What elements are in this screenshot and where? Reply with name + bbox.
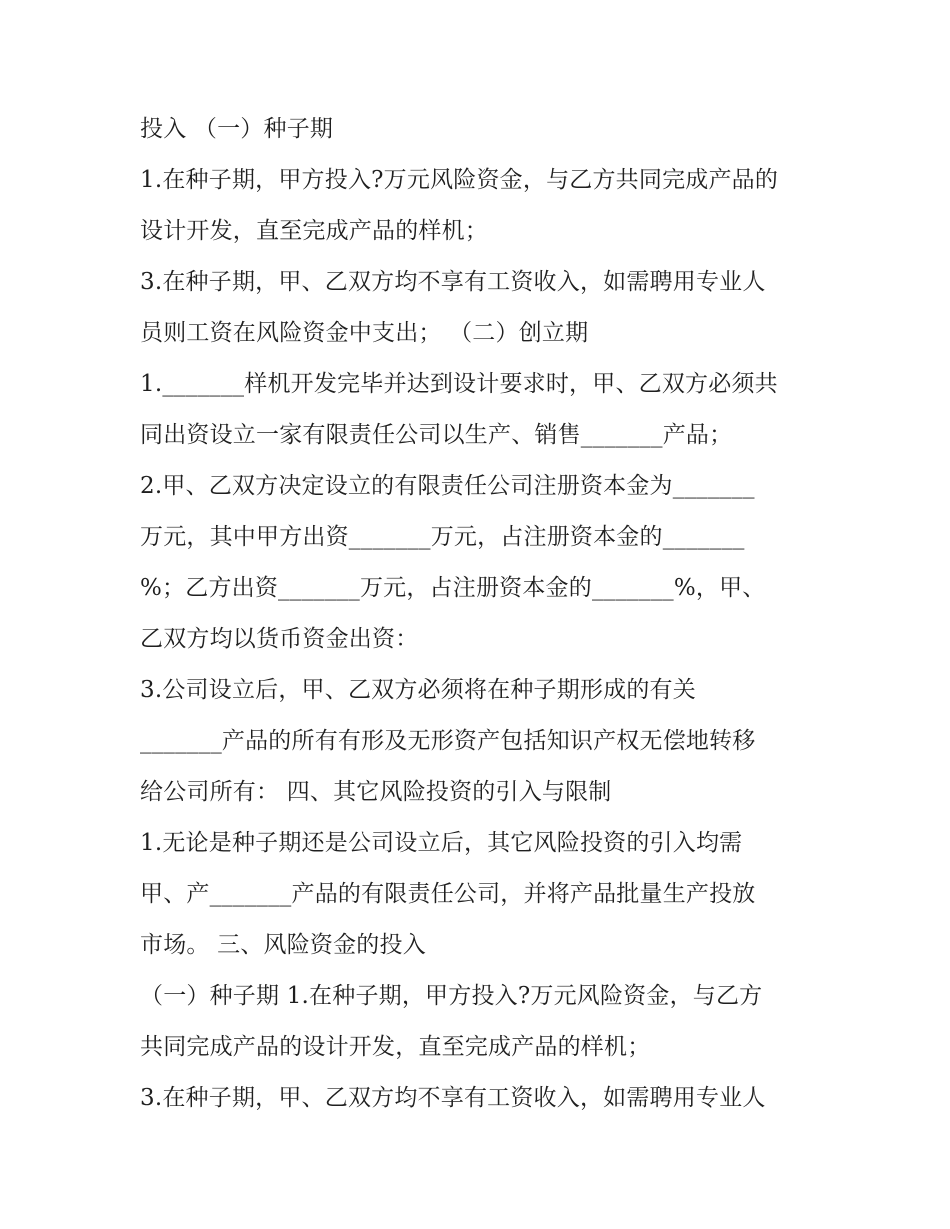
text-line: 给公司所有： 四、其它风险投资的引入与限制 [140,779,612,805]
text-line: 3.在种子期，甲、乙双方均不享有工资收入，如需聘用专业人 [140,1085,766,1111]
text-line: 1._______样机开发完毕并达到设计要求时，甲、乙双方必须共 [140,371,778,397]
text-line: 设计开发，直至完成产品的样机； [140,218,488,244]
text-line: 1.在种子期，甲方投入?万元风险资金，与乙方共同完成产品的 [140,167,779,193]
text-line: 同出资设立一家有限责任公司以生产、销售_______产品； [140,422,733,448]
text-line: %；乙方出资_______万元，占注册资本金的_______%，甲、 [140,575,766,601]
text-line: 万元，其中甲方出资_______万元，占注册资本金的_______ [140,524,745,550]
text-line: 员则工资在风险资金中支出； （二）创立期 [140,320,589,346]
text-line: 2.甲、乙双方决定设立的有限责任公司注册资本金为_______ [140,473,755,499]
text-line: 甲、产_______产品的有限责任公司，并将产品批量生产投放 [140,881,756,907]
text-line: （一）种子期 1.在种子期，甲方投入?万元风险资金，与乙方 [140,983,763,1009]
text-line: 投入 （一）种子期 [140,116,334,142]
text-line: 3.在种子期，甲、乙双方均不享有工资收入，如需聘用专业人 [140,269,766,295]
text-line: 3.公司设立后，甲、乙双方必须将在种子期形成的有关 [140,677,696,703]
text-line: 市场。 三、风险资金的投入 [140,932,426,958]
text-line: 1.无论是种子期还是公司设立后，其它风险投资的引入均需 [140,830,743,856]
text-line: _______产品的所有有形及无形资产包括知识产权无偿地转移 [140,728,756,754]
document-body [140,104,820,1124]
text-line: 乙双方均以货币资金出资： [140,626,419,652]
text-line: 共同完成产品的设计开发，直至完成产品的样机； [140,1034,651,1060]
